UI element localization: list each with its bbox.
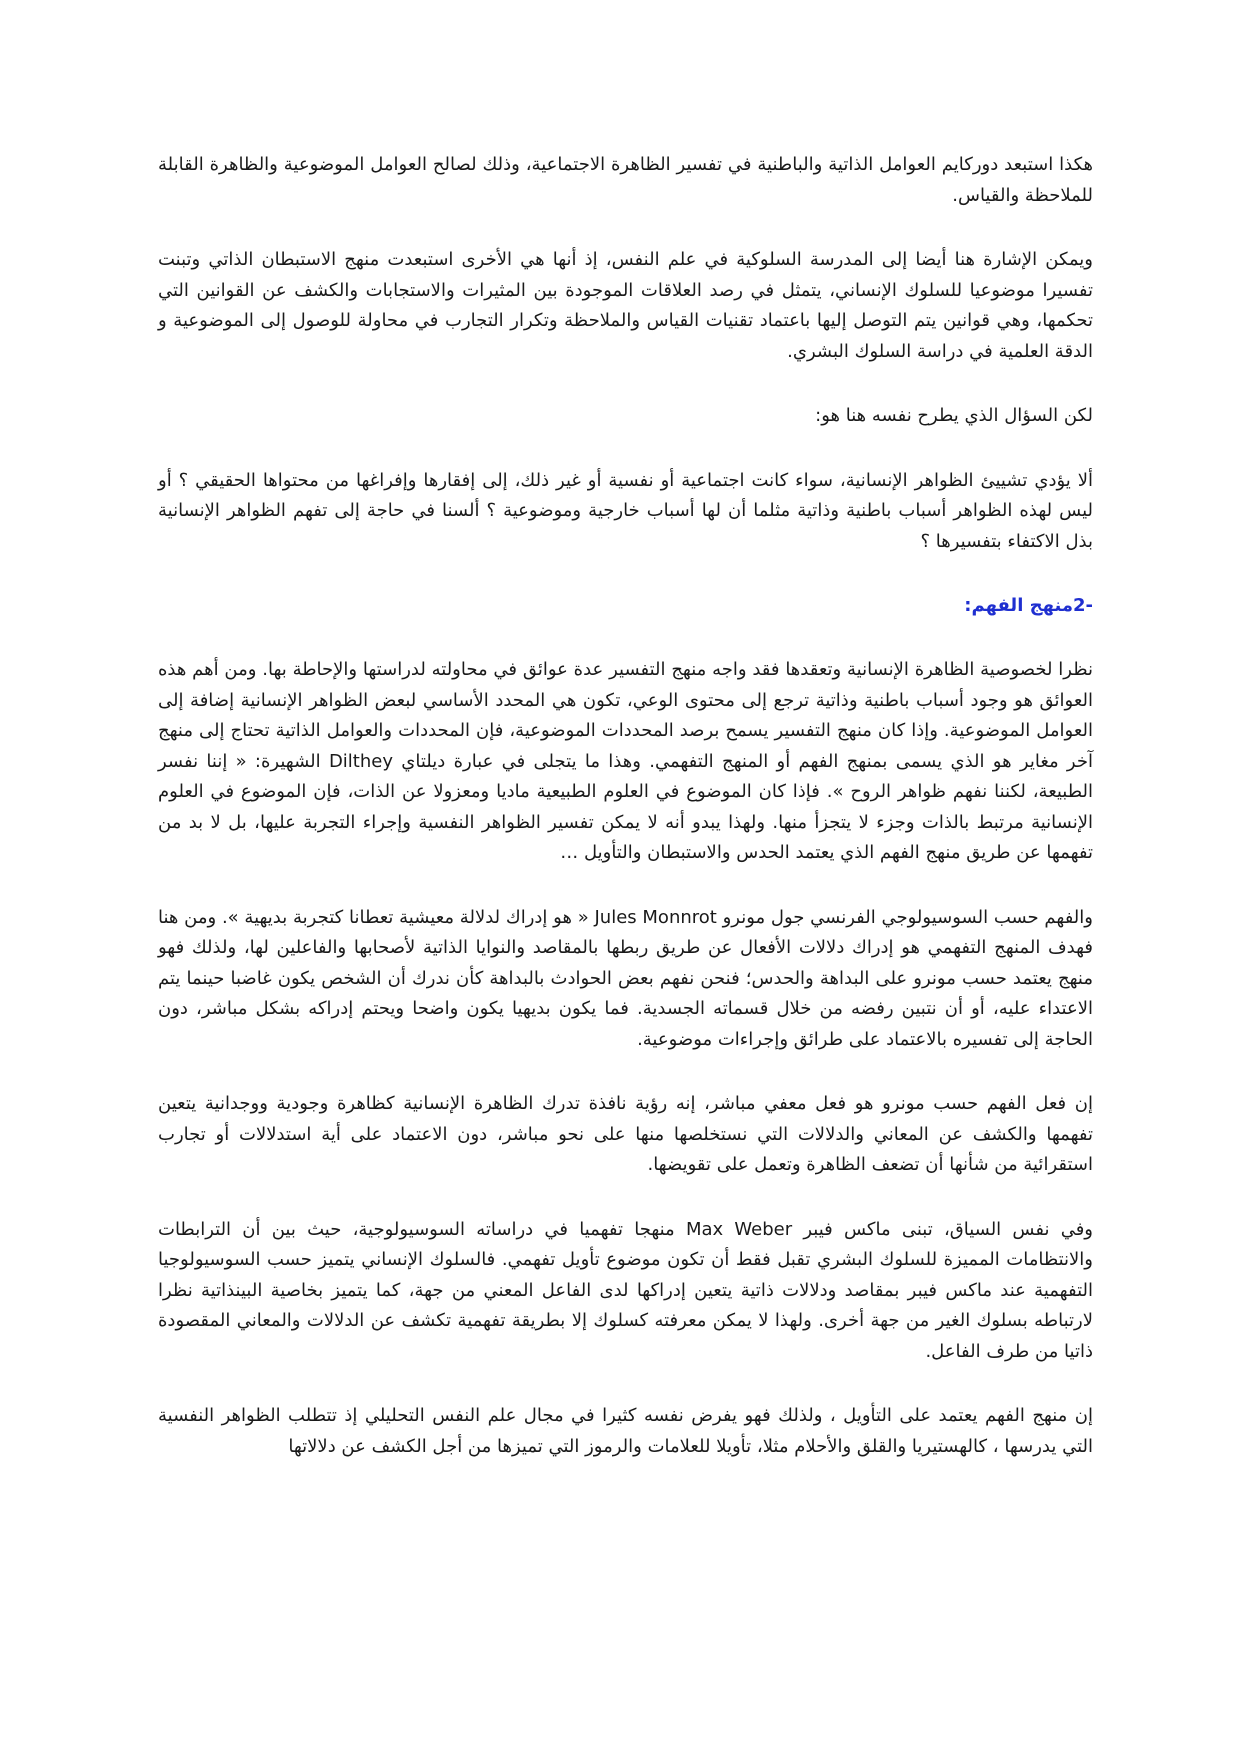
paragraph-questions: ألا يؤدي تشييئ الظواهر الإنسانية، سواء كانت اجتماعية أو نفسية أو غير ذلك، إلى إفقارها وإفراغها من محتواها الحقيقي ؟ أو ليس لهذه الظواهر أسباب باطنية وذاتية مثلما أن لها أسباب خارجية وموضوعية ؟ ألسنا في حاجة إلى تفهم الظواهر الإنسانية بذل الاكتفاء بتفسيرها ؟ [158, 469, 1093, 552]
section-heading-understanding-method: -2منهج الفهم: [964, 595, 1093, 616]
paragraph-weber: وفي نفس السياق، تبنى ماكس فيبر Max Weber منهجا تفهميا في دراساته السوسيولوجية، حيث بين أن الترابطات والانتظامات المميزة للسلوك البشري تقبل فقط أن تكون موضوع تأويل تفهمي. فالسلوك الإنساني يتميز حسب السوسيولوجيا التفهمية عند ماكس فيبر بمقاصد ودلالات ذاتية يتعين إدراكها لدى الفاعل المعني من جهة، كما يتميز بخاصية البينذاتية نظرا لارتباطه بسلوك الغير من جهة أخرى. ولهذا لا يمكن معرفته كسلوك إلا بطريقة تفهمية تكشف عن الدلالات والمعاني المقصودة ذاتيا من طرف الفاعل. [158, 1218, 1094, 1362]
paragraph-dilthey: نظرا لخصوصية الظاهرة الإنسانية وتعقدها فقد واجه منهج التفسير عدة عوائق في محاولته لدراستها والإحاطة بها. ومن أهم هذه العوائق هو وجود أسباب باطنية وذاتية ترجع إلى محتوى الوعي، تكون هي المحدد الأساسي لبعض الظواهر الإنسانية إضافة إلى العوامل الموضوعية. وإذا كان منهج التفسير يسمح برصد المحددات الموضوعية، فإن المحددات والعوامل الذاتية تحتاج إلى منهج آخر مغاير هو الذي يسمى بمنهج الفهم أو المنهج التفهمي. وهذا ما يتجلى في عبارة ديلتاي Dilthey الشهيرة: « إننا نفسر الطبيعة، لكننا نفهم ظواهر الروح ». فإذا كان الموضوع في العلوم الطبيعية ماديا ومعزولا عن الذات، فإن الموضوع في العلوم الإنسانية مرتبط بالذات وجزء لا يتجزأ منها. ولهذا يبدو أنه لا يمكن تفسير الظواهر النفسية وإجراء التجربة عليها، بل لا بد من تفهمها عن طريق منهج الفهم الذي يعتمد الحدس والاستبطان والتأويل … [158, 659, 1093, 863]
paragraph-interpretation: إن منهج الفهم يعتمد على التأويل ، ولذلك فهو يفرض نفسه كثيرا في مجال علم النفس التحليلي إذ تتطلب الظواهر النفسية التي يدرسها ، كالهستيريا والقلق والأحلام مثلا، تأويلا للعلامات والرموز التي تميزها من أجل الكشف عن دلالاتها [158, 1405, 1093, 1457]
paragraph-behaviorism: ويمكن الإشارة هنا أيضا إلى المدرسة السلوكية في علم النفس، إذ أنها هي الأخرى استبعدت منهج الاستبطان الذاتي وتبنت تفسيرا موضوعيا للسلوك الإنساني، يتمثل في رصد العلاقات الموجودة بين المثيرات والاستجابات والكشف عن القوانين التي تحكمها، وهي قوانين يتم التوصل إليها باعتماد تقنيات القياس والملاحظة وتكرار التجارب في محاولة للوصول إلى الموضوعية و الدقة العلمية في دراسة السلوك البشري. [158, 249, 1093, 362]
paragraph-durkheim: هكذا استبعد دوركايم العوامل الذاتية والباطنية في تفسير الظاهرة الاجتماعية، وذلك لصالح العوامل الموضوعية والظاهرة القابلة للملاحظة والقياس. [158, 154, 1093, 206]
document-page [158, 150, 1093, 1496]
paragraph-question-intro: لكن السؤال الذي يطرح نفسه هنا هو: [815, 405, 1093, 426]
paragraph-act-of-understanding: إن فعل الفهم حسب مونرو هو فعل معفي مباشر، إنه رؤية نافذة تدرك الظاهرة الإنسانية كظاهرة وجودية ووجدانية يتعين تفهمها والكشف عن المعاني والدلالات التي نستخلصها منها على نحو مباشر، دون الاعتماد على أية استدلالات أو تجارب استقرائية من شأنها أن تضعف الظاهرة وتعمل على تقويضها. [158, 1093, 1093, 1175]
paragraph-monnerot: والفهم حسب السوسيولوجي الفرنسي جول مونرو Jules Monnrot « هو إدراك لدلالة معيشية تعطانا كتجربة بديهية ». ومن هنا فهدف المنهج التفهمي هو إدراك دلالات الأفعال عن طريق ربطها بالمقاصد والنوايا الذاتية لأصحابها والفاعلين لها، ولذلك فهو منهج يعتمد حسب مونرو على البداهة والحدس؛ فنحن نفهم بعض الحوادث بالبداهة كأن ندرك أن الشخص يكون غاضبا حينما يتم الاعتداء عليه، أو أن نتبين رفضه من خلال قسماته الجسدية. فما يكون بديهيا يكون واضحا ويحتم إدراكه بشكل مباشر، دون الحاجة إلى تفسيره بالاعتماد على طرائق وإجراءات موضوعية. [158, 906, 1093, 1050]
